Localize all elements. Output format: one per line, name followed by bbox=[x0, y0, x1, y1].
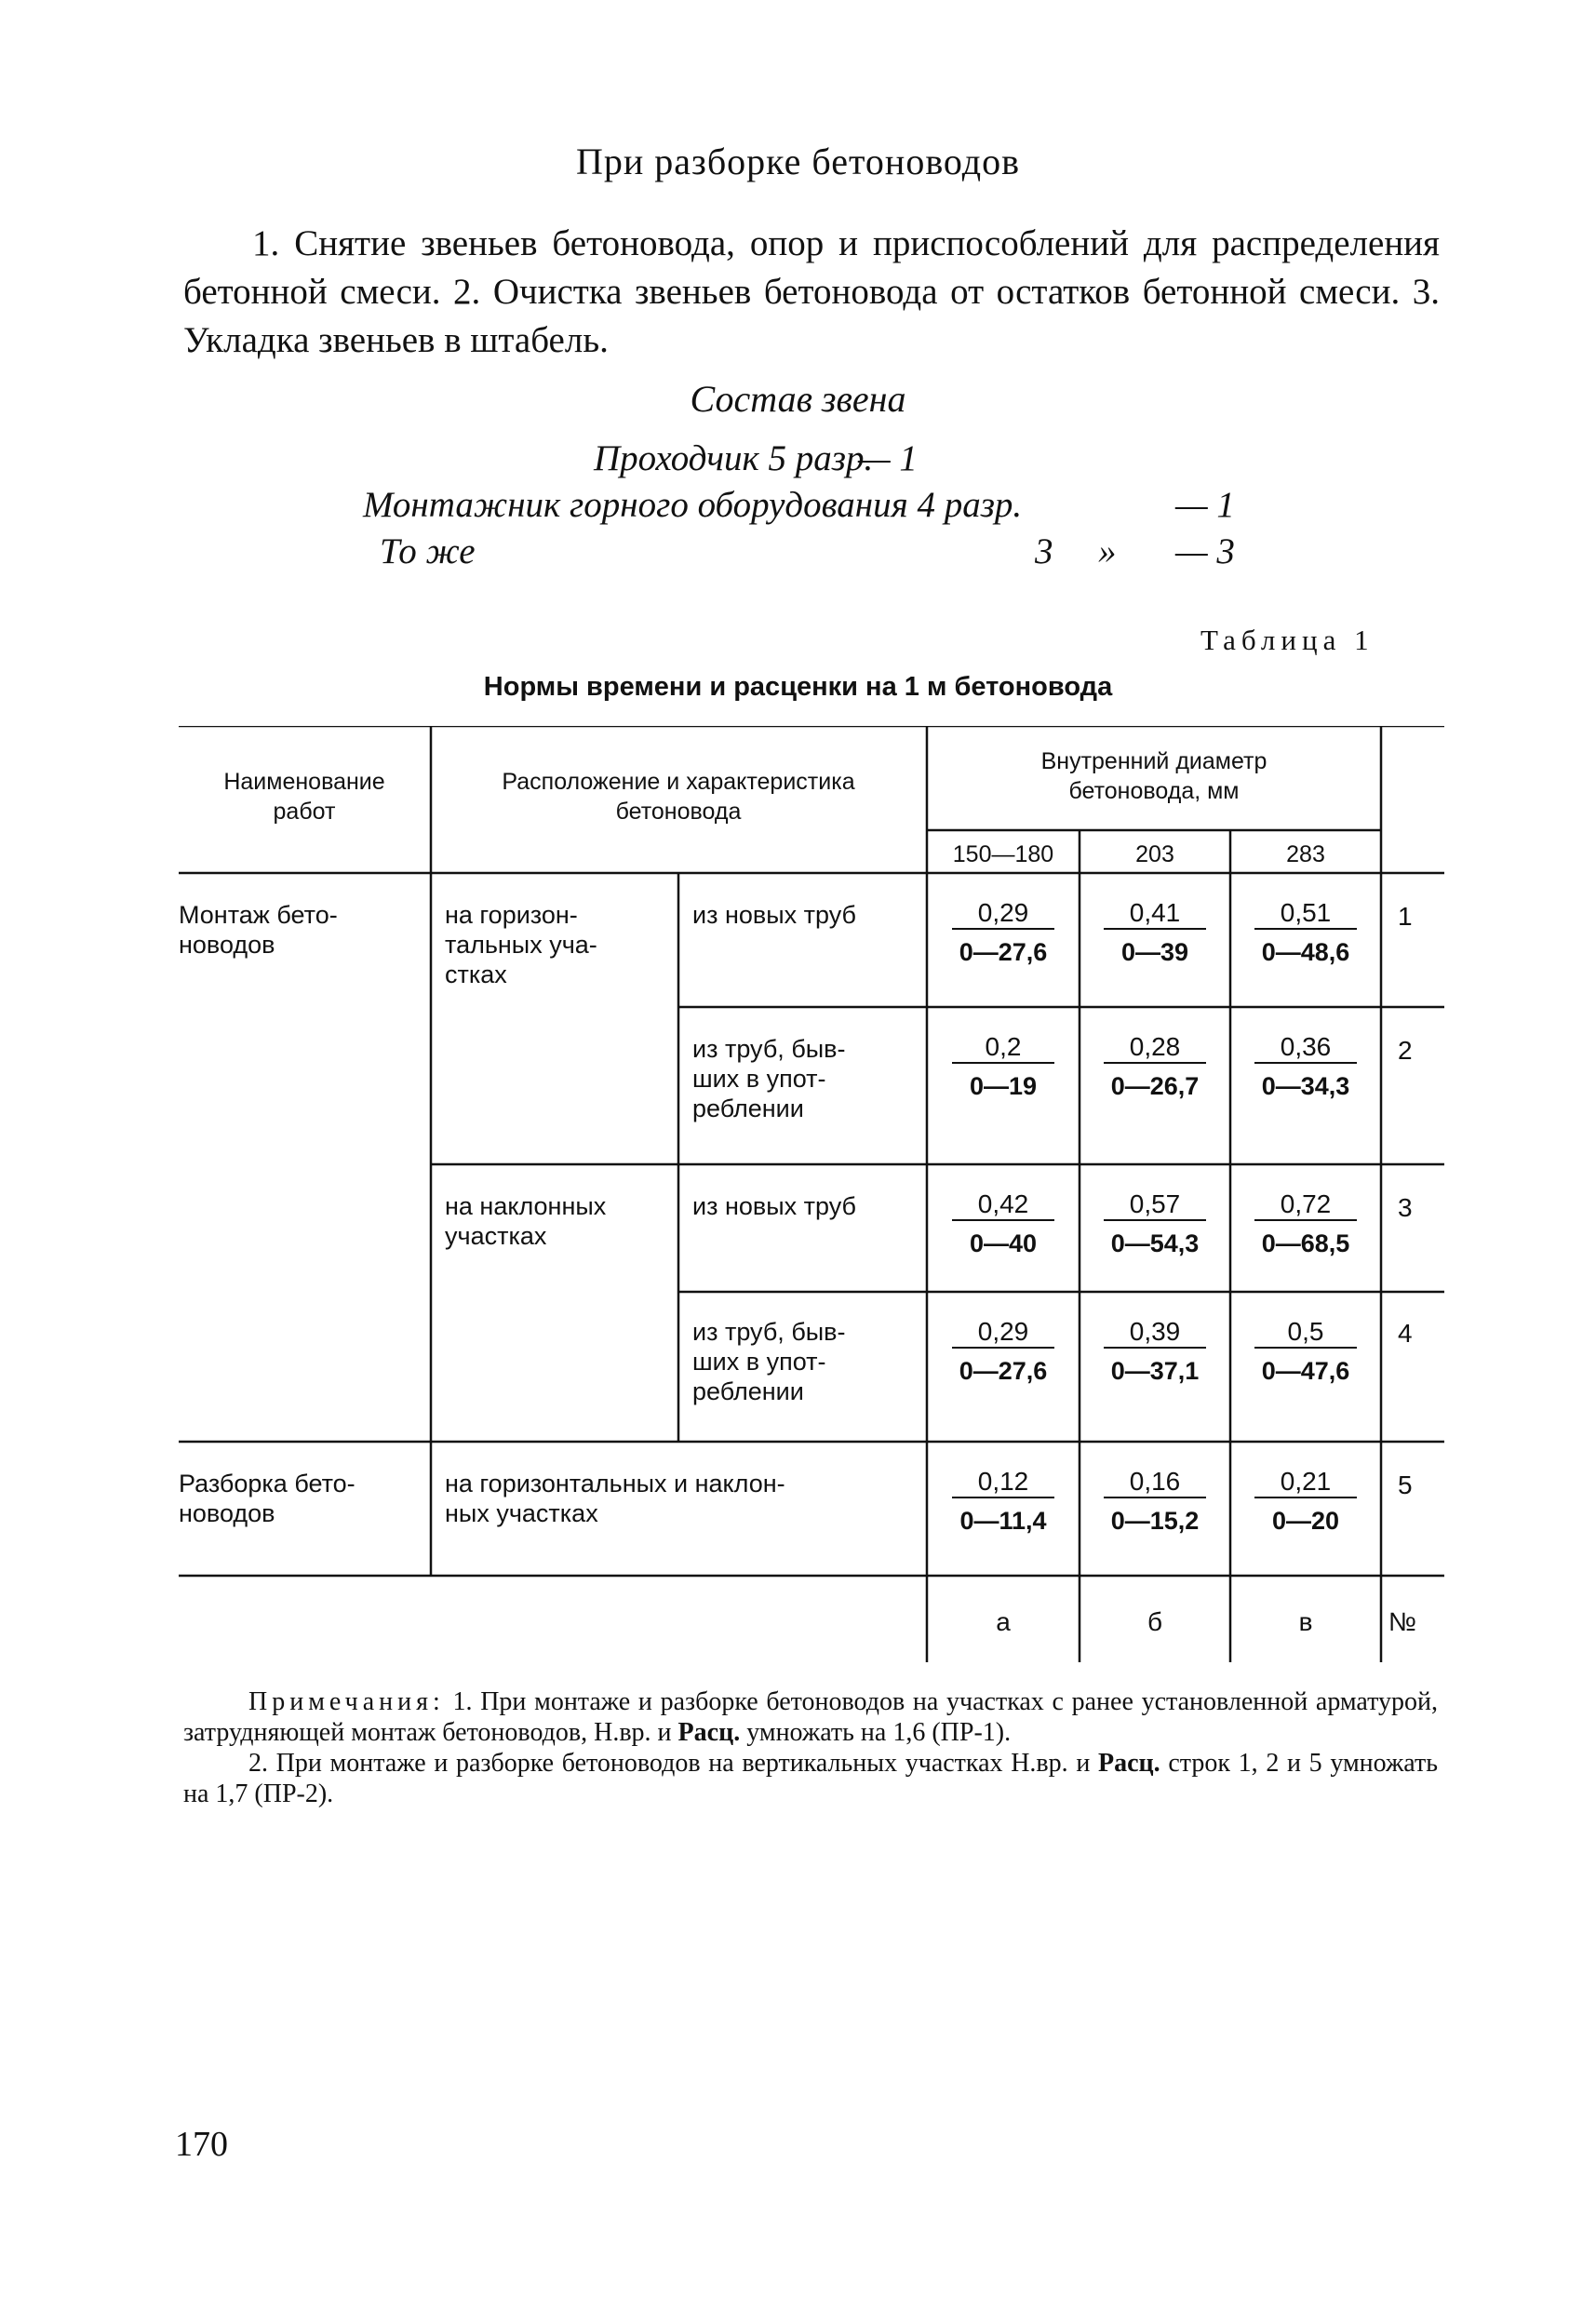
section-name: на горизонтальных и наклон- bbox=[445, 1470, 785, 1497]
pipe-types bbox=[692, 901, 856, 1405]
note-1 bbox=[183, 1686, 1438, 1748]
price-value: 0—54,3 bbox=[1110, 1229, 1200, 1257]
price-value: 0—39 bbox=[1120, 938, 1189, 966]
table-header bbox=[223, 748, 1267, 825]
pipe-type: ших в упот- bbox=[692, 1065, 826, 1093]
section-name: ных участках bbox=[445, 1499, 598, 1527]
crew-ditto: » bbox=[1098, 531, 1117, 571]
row-numbers bbox=[1398, 902, 1413, 1499]
header-work: Наименование bbox=[223, 769, 385, 795]
pipe-type: из труб, быв- bbox=[692, 1035, 846, 1063]
time-norm-value: 0,28 bbox=[1129, 1032, 1181, 1061]
section-name: участках bbox=[445, 1222, 547, 1250]
note-2-end: строк 1, 2 и 5 умножать на 1,7 (ПР-2). bbox=[183, 1749, 1439, 1808]
section-name: на наклонных bbox=[445, 1192, 607, 1220]
price-value: 0—27,6 bbox=[959, 938, 1048, 966]
row-number: 1 bbox=[1398, 902, 1413, 931]
header-work: работ bbox=[273, 799, 336, 825]
pipe-type: из новых труб bbox=[692, 1192, 856, 1220]
section-heading: При разборке бетоноводов bbox=[575, 141, 1021, 182]
price-value: 0—34,3 bbox=[1261, 1072, 1350, 1100]
row-number: 3 bbox=[1398, 1193, 1413, 1222]
page-number: 170 bbox=[175, 2125, 228, 2164]
time-norm-value: 0,29 bbox=[977, 898, 1029, 927]
price-value: 0—19 bbox=[969, 1072, 1038, 1100]
time-norm-value: 0,5 bbox=[1287, 1317, 1324, 1346]
row-number: 5 bbox=[1398, 1471, 1413, 1499]
time-norm-value: 0,57 bbox=[1129, 1189, 1181, 1218]
diameter-columns bbox=[953, 841, 1325, 867]
work-description bbox=[183, 220, 1440, 365]
time-norm-value: 0,51 bbox=[1280, 898, 1332, 927]
crew-role: Проходчик 5 разр. bbox=[594, 438, 874, 478]
time-norm-value: 0,39 bbox=[1129, 1317, 1181, 1346]
group-name: новодов bbox=[179, 931, 275, 959]
header-location: Расположение и характеристика bbox=[502, 769, 855, 795]
table-title: Нормы времени и расценки на 1 м бетоновода bbox=[483, 672, 1113, 702]
price-value: 0—48,6 bbox=[1261, 938, 1350, 966]
price-value: 0—26,7 bbox=[1110, 1072, 1200, 1100]
note-2-text: 2. При монтаже и разборке бетоноводов на вертикальных участках Н.вр. и bbox=[248, 1749, 1091, 1778]
column-letters bbox=[996, 1607, 1416, 1636]
crew-count: — 3 bbox=[1175, 531, 1235, 571]
time-norm-value: 0,72 bbox=[1280, 1189, 1332, 1218]
price-value: 0—37,1 bbox=[1110, 1357, 1200, 1385]
pipe-type: реблении bbox=[692, 1377, 804, 1405]
time-norm-value: 0,12 bbox=[977, 1467, 1029, 1496]
group-name: новодов bbox=[179, 1499, 275, 1527]
work-description-text: 1. Снятие звеньев бетоновода, опор и приспособлений для распределения бетонной смеси. 2. Очистка звеньев бетоновода от остатков бетонной смеси. 3. Укладка звеньев в штабель. bbox=[183, 223, 1440, 360]
price-value: 0—47,6 bbox=[1261, 1357, 1350, 1385]
note-1-bold: Расц. bbox=[677, 1718, 741, 1747]
row-number: 2 bbox=[1398, 1036, 1413, 1065]
section-name: на горизон- bbox=[445, 901, 578, 929]
column-letter: б bbox=[1147, 1607, 1163, 1636]
crew-role: Монтажник горного оборудования 4 разр. bbox=[363, 485, 1023, 525]
group-name: Монтаж бето- bbox=[179, 901, 338, 929]
price-value: 0—15,2 bbox=[1110, 1507, 1200, 1535]
norms-table-svg bbox=[179, 726, 1454, 1685]
time-norm-value: 0,42 bbox=[977, 1189, 1029, 1218]
note-1-text: 1. При монтаже и разборке бетоноводов на участках с ранее установленной арматурой, затрудняющей монтаж бетоноводов, Н.вр. и bbox=[183, 1687, 1438, 1747]
crew-role: То же bbox=[380, 531, 476, 571]
price-value: 0—27,6 bbox=[959, 1357, 1048, 1385]
time-norm-value: 0,36 bbox=[1280, 1032, 1332, 1061]
row-number: 4 bbox=[1398, 1319, 1413, 1348]
notes-label: Примечания: bbox=[248, 1687, 445, 1716]
header-diameter: Внутренний диаметр bbox=[1040, 748, 1267, 774]
diameter-header: 150—180 bbox=[952, 841, 1054, 867]
crew-grade: 3 bbox=[1035, 531, 1053, 571]
crew-count: — 1 bbox=[1175, 485, 1235, 525]
table-label: Таблица 1 bbox=[1200, 624, 1375, 656]
pipe-type: реблении bbox=[692, 1095, 804, 1122]
work-groups bbox=[179, 901, 355, 1527]
table-notes bbox=[183, 1686, 1438, 1809]
diameter-header: 203 bbox=[1135, 841, 1174, 867]
column-letter: а bbox=[996, 1607, 1011, 1636]
diameter-header: 283 bbox=[1286, 841, 1325, 867]
time-norm-value: 0,41 bbox=[1129, 898, 1181, 927]
price-value: 0—40 bbox=[969, 1229, 1038, 1257]
price-value: 0—68,5 bbox=[1261, 1229, 1350, 1257]
price-value: 0—11,4 bbox=[959, 1507, 1047, 1535]
number-sign: № bbox=[1388, 1607, 1417, 1636]
note-2 bbox=[183, 1748, 1438, 1809]
time-norm-value: 0,21 bbox=[1280, 1467, 1332, 1496]
value-cells bbox=[952, 898, 1357, 1535]
norms-table bbox=[179, 726, 1454, 1689]
pipe-type: ших в упот- bbox=[692, 1348, 826, 1376]
header-location: бетоновода bbox=[615, 799, 742, 825]
crew-title: Состав звена bbox=[690, 378, 906, 420]
header-diameter: бетоновода, мм bbox=[1068, 778, 1240, 804]
group-name: Разборка бето- bbox=[179, 1470, 355, 1497]
section-name: тальных уча- bbox=[445, 931, 597, 959]
pipe-type: из новых труб bbox=[692, 901, 856, 929]
time-norm-value: 0,2 bbox=[985, 1032, 1022, 1061]
section-name: стках bbox=[445, 960, 507, 988]
pipe-type: из труб, быв- bbox=[692, 1318, 846, 1346]
time-norm-value: 0,29 bbox=[977, 1317, 1029, 1346]
column-letter: в bbox=[1298, 1607, 1313, 1636]
price-value: 0—20 bbox=[1271, 1507, 1340, 1535]
crew-count: — 1 bbox=[858, 438, 918, 478]
note-1-end: умножать на 1,6 (ПР-1). bbox=[746, 1718, 1012, 1747]
time-norm-value: 0,16 bbox=[1129, 1467, 1181, 1496]
note-2-bold: Расц. bbox=[1098, 1749, 1160, 1778]
